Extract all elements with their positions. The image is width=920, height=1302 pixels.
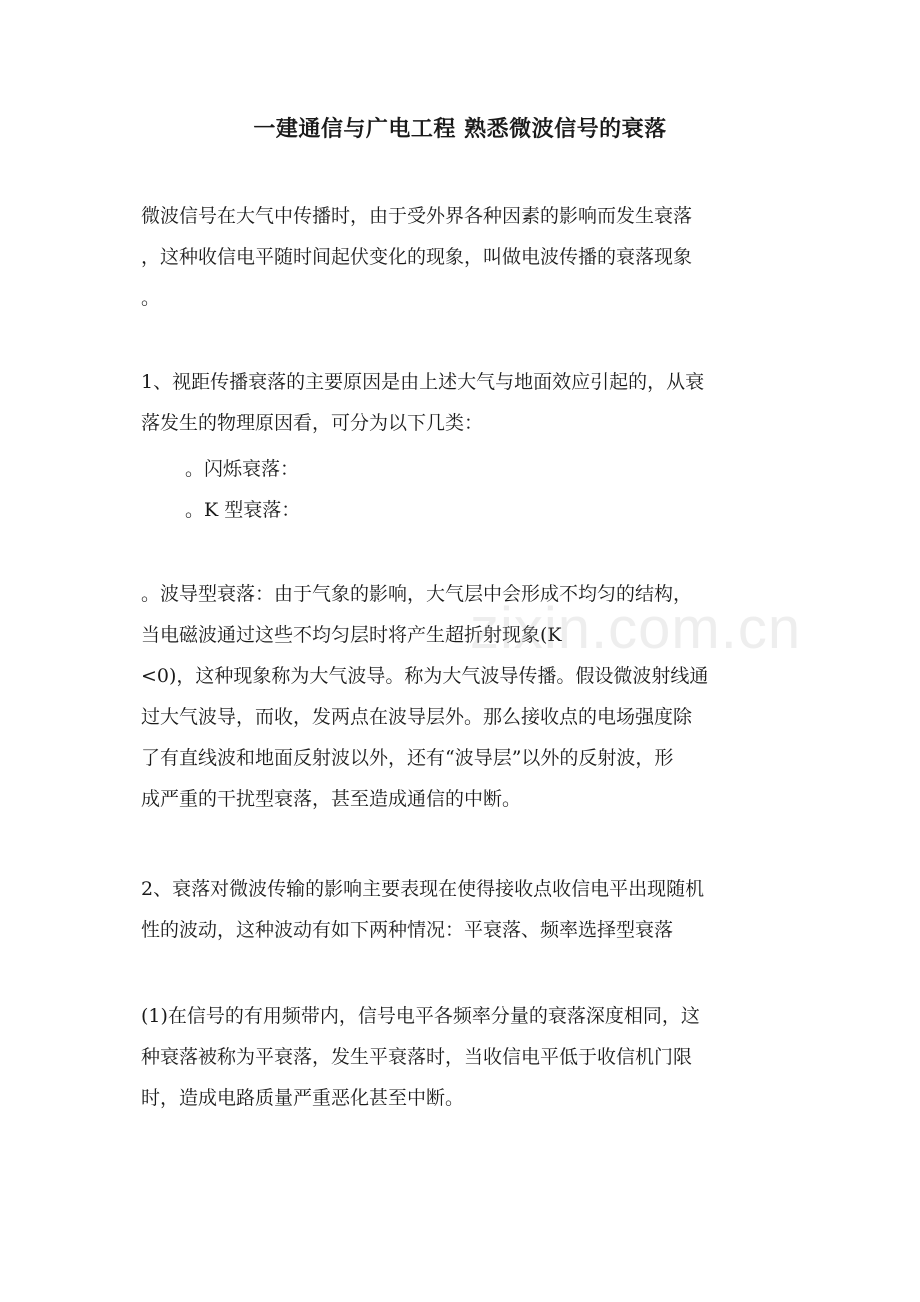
text-line: 过大气波导，而收，发两点在波导层外。那么接收点的电场强度除 xyxy=(141,706,693,728)
text-line: ，这种收信电平随时间起伏变化的现象，叫做电波传播的衰落现象 xyxy=(141,246,693,268)
section-3-paragraph xyxy=(141,996,791,1119)
section-2-paragraph xyxy=(141,869,791,951)
text-line: 微波信号在大气中传播时，由于受外界各种因素的影响而发生衰落 xyxy=(141,205,693,227)
text-line: 种衰落被称为平衰落，发生平衰落时，当收信电平低于收信机门限 xyxy=(141,1046,693,1068)
section-1-paragraph xyxy=(141,362,791,444)
text-line: 1、视距传播衰落的主要原因是由上述大气与地面效应引起的，从衰 xyxy=(141,371,705,393)
list-item-k-type-fading: 。K 型衰落： xyxy=(185,499,301,521)
text-line: <0)，这种现象称为大气波导。称为大气波导传播。假设微波射线通 xyxy=(141,665,709,687)
text-line: 时，造成电路质量严重恶化甚至中断。 xyxy=(141,1087,465,1109)
text-line: 落发生的物理原因看，可分为以下几类： xyxy=(141,412,484,434)
text-line: 。波导型衰落：由于气象的影响，大气层中会形成不均匀的结构， xyxy=(141,583,693,605)
text-line: 当电磁波通过这些不均匀层时将产生超折射现象(K xyxy=(141,624,562,646)
text-line: 了有直线波和地面反射波以外，还有“波导层”以外的反射波，形 xyxy=(141,747,674,769)
text-line: (1)在信号的有用频带内，信号电平各频率分量的衰落深度相同，这 xyxy=(141,1005,700,1027)
list-item-scintillation-fading: 。闪烁衰落： xyxy=(185,458,300,480)
text-line: 。 xyxy=(141,287,161,309)
text-line: 性的波动，这种波动有如下两种情况：平衰落、频率选择型衰落 xyxy=(141,919,674,941)
text-line: 成严重的干扰型衰落，甚至造成通信的中断。 xyxy=(141,788,522,810)
watermark: zixin.com.cn xyxy=(470,596,802,661)
text-line: 2、衰落对微波传输的影响主要表现在使得接收点收信电平出现随机 xyxy=(141,878,705,900)
document-title: 一建通信与广电工程 熟悉微波信号的衰落 xyxy=(253,116,667,142)
intro-paragraph xyxy=(141,196,791,319)
